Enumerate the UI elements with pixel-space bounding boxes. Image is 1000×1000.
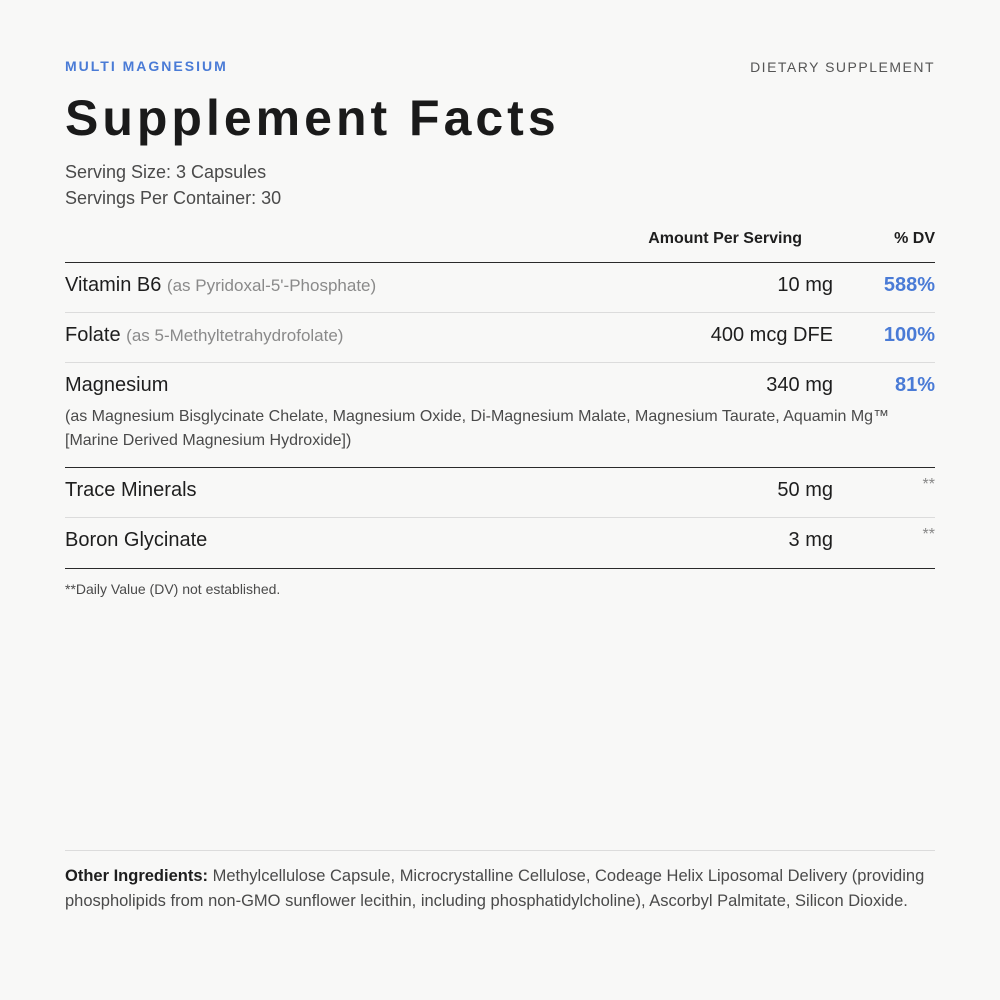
table-bottom-divider [65, 568, 935, 569]
dv-column-header: % DV [894, 230, 935, 247]
nutrient-amount: 10 mg [777, 274, 833, 296]
row-divider [65, 362, 935, 363]
page-title: Supplement Facts [65, 90, 560, 146]
servings-per-container: Servings Per Container: 30 [65, 188, 282, 208]
serving-info [65, 159, 281, 211]
row-divider [65, 517, 935, 518]
ingredients-divider [65, 850, 935, 851]
other-ingredients [65, 864, 935, 914]
nutrient-amount: 3 mg [788, 529, 833, 551]
nutrient-name: Boron Glycinate [65, 529, 208, 551]
nutrient-name-cell [65, 324, 343, 347]
nutrient-name-cell [65, 274, 376, 297]
nutrient-dv-not-established: ** [922, 476, 935, 493]
nutrient-name: Magnesium [65, 374, 169, 396]
nutrient-amount: 50 mg [777, 479, 833, 501]
row-divider [65, 312, 935, 313]
nutrient-row-folate [65, 324, 935, 350]
header-divider [65, 262, 935, 263]
nutrient-row-trace-minerals [65, 476, 935, 505]
nutrient-source-note: (as Pyridoxal-5'-Phosphate) [166, 276, 377, 295]
nutrient-row-boron-glycinate [65, 526, 935, 555]
nutrient-name: Folate [65, 324, 121, 346]
nutrient-name: Vitamin B6 [65, 274, 162, 296]
category-label: DIETARY SUPPLEMENT [750, 59, 935, 75]
nutrient-amount: 340 mg [766, 374, 833, 396]
nutrient-source-note: (as 5-Methyltetrahydrofolate) [126, 326, 344, 345]
nutrient-row-vitamin-b6 [65, 274, 935, 300]
nutrient-dv-not-established: ** [922, 526, 935, 543]
nutrient-dv: 588% [883, 274, 935, 296]
magnesium-forms-description: (as Magnesium Bisglycinate Chelate, Magnesium Oxide, Di-Magnesium Malate, Magnesium Taurate, Aquamin Mg™ [Marine Derived Magnesium Hydroxide]) [65, 408, 890, 449]
other-ingredients-label: Other Ingredients: [65, 867, 209, 885]
serving-size: Serving Size: 3 Capsules [65, 162, 267, 182]
nutrient-amount: 400 mcg DFE [710, 324, 833, 346]
supplement-facts-panel [65, 0, 935, 1000]
nutrient-dv: 81% [894, 374, 935, 396]
other-ingredients-text: Methylcellulose Capsule, Microcrystalline Cellulose, Codeage Helix Liposomal Delivery (providing phospholipids from non-GMO sunflower lecithin, including phosphatidylcholine), Ascorbyl Palmitate, Silicon Dioxide. [65, 867, 925, 910]
nutrient-name: Trace Minerals [65, 479, 197, 501]
nutrient-dv: 100% [883, 324, 935, 346]
section-divider [65, 467, 935, 468]
dv-footnote: **Daily Value (DV) not established. [65, 581, 281, 597]
amount-column-header: Amount Per Serving [648, 230, 802, 247]
nutrient-row-magnesium [65, 374, 935, 400]
product-name: MULTI MAGNESIUM [65, 58, 228, 74]
